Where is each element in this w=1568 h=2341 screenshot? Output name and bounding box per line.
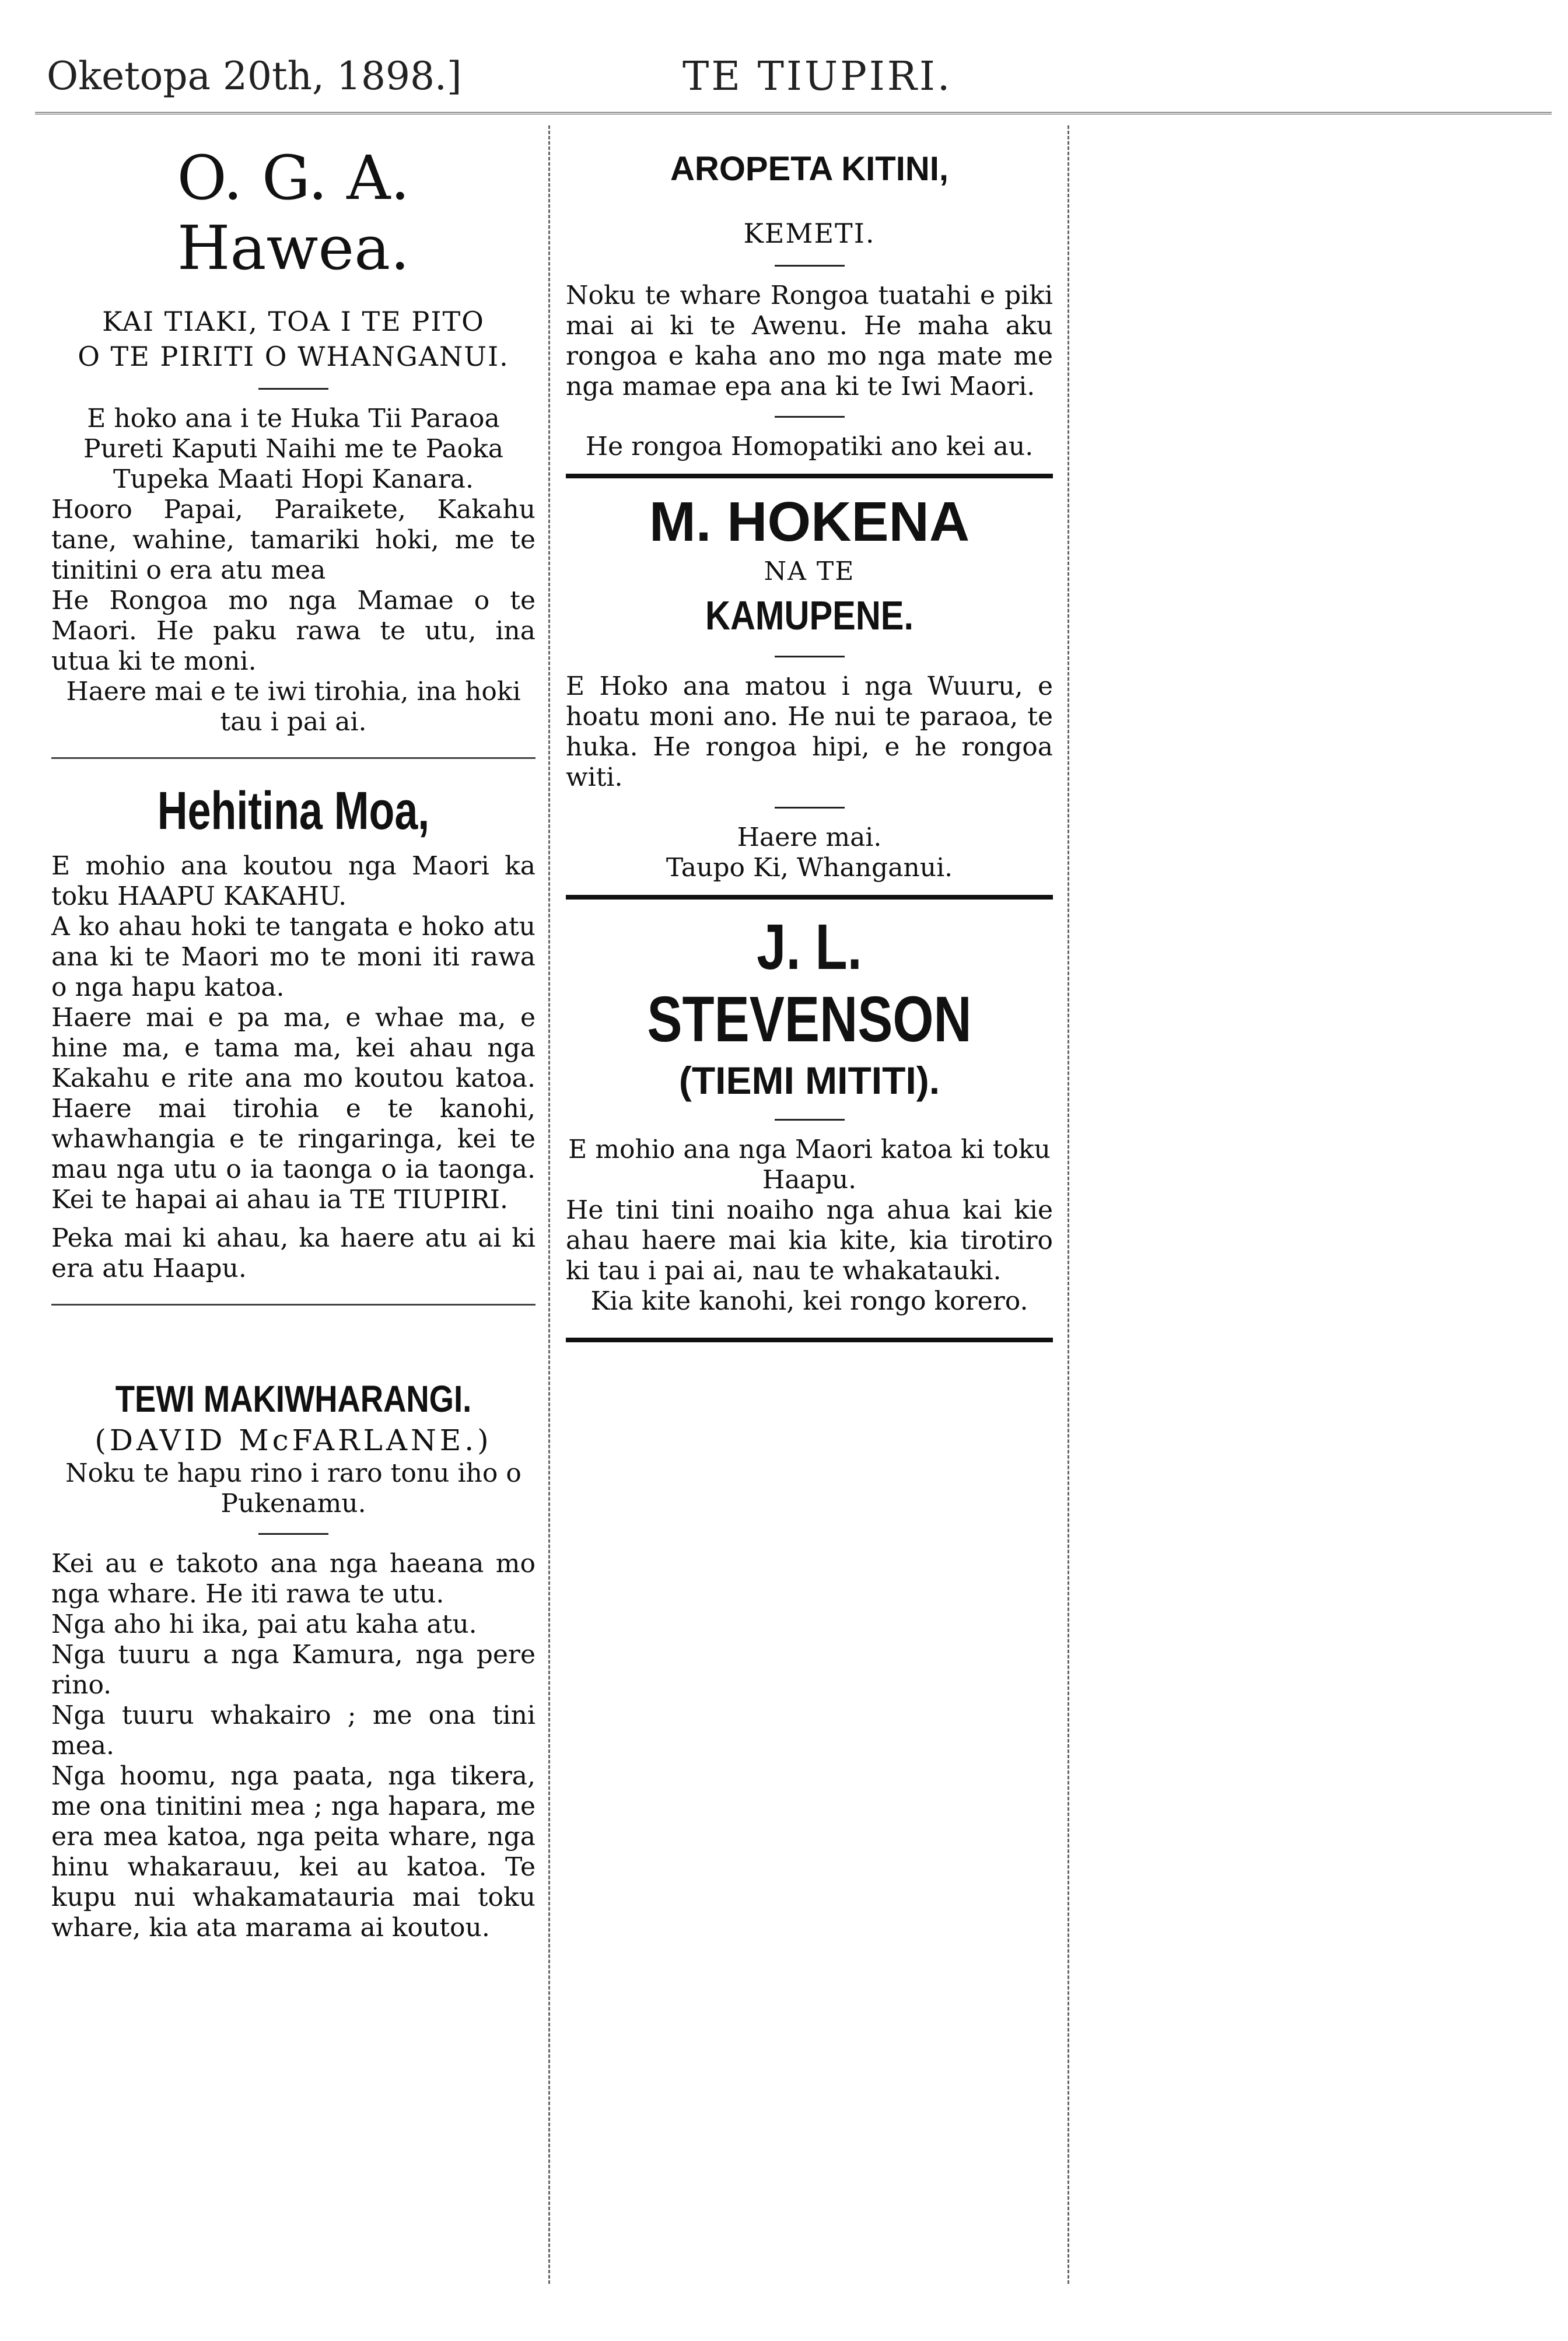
advert-paragraph: He tini tini noaiho nga ahua kai kie ahau haere mai kia kite, kia tirotiro ki tau i pai ai, nau te whakatauki.	[566, 1195, 1053, 1286]
advert-paragraph: Peka mai ki ahau, ka haere atu ai ki era atu Haapu.	[51, 1223, 536, 1283]
advert-subtitle: KAI TIAKI, TOA I TE PITO	[102, 306, 485, 337]
advert-paragraph: Taupo Ki, Whanganui.	[666, 853, 953, 883]
advert-tewi	[51, 1376, 536, 1943]
advert-subtitle: (TIEMI MITITI).	[678, 1059, 940, 1102]
advert-paragraph: Nga tuuru a nga Kamura, nga pere rino.	[51, 1640, 536, 1700]
advert-paragraph: E Hoko ana matou i nga Wuuru, e hoatu moni ano. He nui te paraoa, te huka. He rongoa hipi, e he rongoa witi.	[566, 671, 1053, 792]
advert-paragraph: Noku te hapu rino i raro tonu iho o Pukenamu.	[65, 1458, 522, 1518]
advert-paragraph: Haere mai.	[737, 823, 882, 852]
advert-paragraph: Haere mai e pa ma, e whae ma, e hine ma, e tama ma, kei ahau nga Kakahu e rite ana mo koutou katoa. Haere mai tirohia e te kanohi, whawhangia e te ringaringa, kei te mau nga utu o ia taonga o ia taonga. Kei te hapai ai ahau ia TE TIUPIRI.	[51, 1003, 536, 1215]
rule	[775, 656, 845, 657]
advert-hokena	[566, 490, 1053, 883]
advert-title: M. HOKENA	[649, 491, 970, 553]
advert-paragraph: E hoko ana i te Huka Tii Paraoa Pureti Kaputi Naihi me te Paoka Tupeka Maati Hopi Kanara.	[83, 404, 503, 494]
advert-paragraph: He Rongoa mo nga Mamae o te Maori. He paku rawa te utu, ina utua ki te moni.	[51, 586, 536, 676]
advert-title: AROPETA KITINI,	[670, 150, 949, 188]
column-divider-2	[1068, 125, 1069, 2284]
advert-paragraph: Noku te whare Rongoa tuatahi e piki mai ai ki te Awenu. He maha aku rongoa e kaha ano mo nga mate me nga mamae epa ana ki te Iwi Maori.	[566, 281, 1053, 401]
section-rule	[51, 757, 536, 759]
rule	[258, 1533, 328, 1535]
advert-hehitina	[51, 779, 536, 1284]
advert-paragraph: Kia kite kanohi, kei rongo korero.	[590, 1286, 1028, 1316]
advert-title: TEWI MAKIWHARANGI.	[115, 1378, 472, 1420]
advert-hawea	[51, 143, 536, 737]
advert-stevenson	[566, 911, 1053, 1317]
advert-paragraph: He rongoa Homopatiki ano kei au.	[585, 432, 1034, 461]
advert-subtitle: NA TE	[764, 557, 855, 586]
advert-paragraph: Nga aho hi ika, pai atu kaha atu.	[51, 1609, 477, 1639]
rule	[775, 1119, 845, 1121]
section-rule	[51, 1304, 536, 1306]
column-divider-1	[548, 125, 550, 2284]
advert-company: KAMUPENE.	[705, 593, 914, 638]
header-rule	[35, 112, 1552, 114]
rule	[775, 265, 845, 267]
advert-paragraph: E mohio ana nga Maori katoa ki toku Haapu.	[568, 1135, 1051, 1195]
advert-paragraph: Kei au e takoto ana nga haeana mo nga whare. He iti rawa te utu.	[51, 1549, 536, 1609]
advert-title: O. G. A. Hawea.	[177, 142, 410, 284]
advert-paragraph: Nga hoomu, nga paata, nga tikera, me ona tinitini mea ; nga hapara, me era mea katoa, nga peita whare, nga hinu whakarauu, kei au katoa. Te kupu nui whakamatauria mai toku whare, kia ata marama ai koutou.	[51, 1761, 536, 1943]
advert-subtitle: KEMETI.	[743, 218, 876, 249]
advert-paragraph: Nga tuuru whakairo ; me ona tini mea.	[51, 1700, 536, 1761]
rule	[775, 416, 845, 418]
column-left	[51, 131, 536, 1943]
advert-title: J. L. STEVENSON	[647, 911, 972, 1055]
advert-aropeta	[566, 146, 1053, 462]
advert-subtitle: (DAVID McFARLANE.)	[94, 1423, 492, 1457]
rule	[775, 807, 845, 809]
section-rule	[566, 895, 1053, 900]
section-rule	[566, 1338, 1053, 1342]
issue-date: Oketopa 20th, 1898.]	[47, 54, 462, 99]
advert-paragraph: A ko ahau hoki te tangata e hoko atu ana ki te Maori mo te moni iti rawa o nga hapu katoa.	[51, 912, 536, 1002]
rule	[258, 388, 328, 390]
advert-title: Hehitina Moa,	[157, 781, 430, 841]
column-middle	[566, 131, 1053, 1354]
newspaper-title: TE TIUPIRI.	[682, 54, 953, 100]
section-rule	[566, 474, 1053, 478]
advert-paragraph: Hooro Papai, Paraikete, Kakahu tane, wahine, tamariki hoki, me te tinitini o era atu mea	[51, 495, 536, 585]
advert-paragraph: Haere mai e te iwi tirohia, ina hoki tau i pai ai.	[66, 677, 521, 737]
advert-subtitle: O TE PIRITI O WHANGANUI.	[78, 341, 509, 372]
advert-paragraph: E mohio ana koutou nga Maori ka toku HAAPU KAKAHU.	[51, 851, 536, 911]
